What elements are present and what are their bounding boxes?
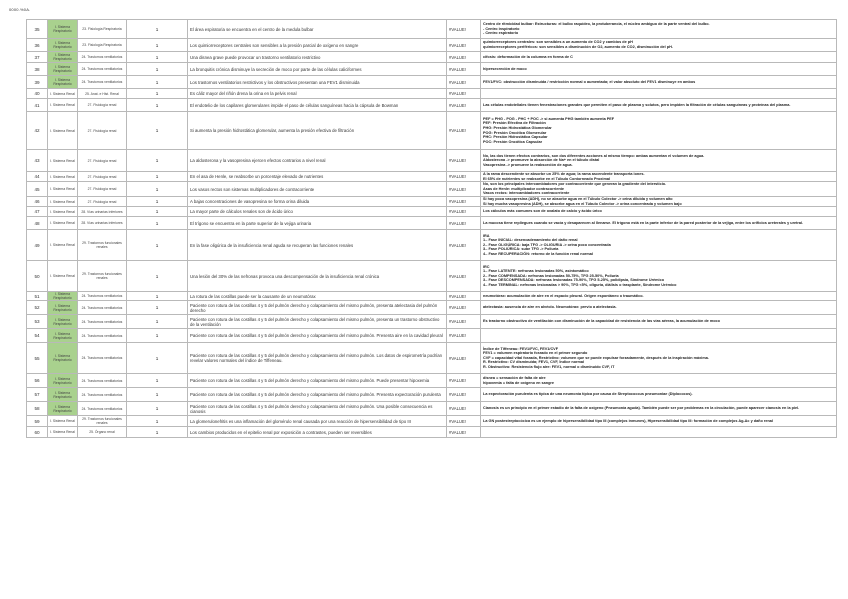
quantity-cell: 1 [127, 196, 188, 206]
answer-cell: neumotórax: acumulación de aire en el espacio pleural. Origen espontáneo o traumático. [481, 292, 837, 301]
system-cell: I. Sistema Respiratorio [48, 402, 78, 416]
quantity-cell: 1 [127, 182, 188, 197]
answer-cell: IRA 1.- Fase INICIAL: desencadenamiento del daño renal 2.- Fase OLIGÚRICA: baja TFG -> OLIGURIA -> orina poco concentrada 3.- Fase POLIÚRICA: sube TFG -> Poliuria 4.- Fase RECUPERACIÓN: retorno de la función renal normal [481, 230, 837, 261]
answer-cell: FEV1/FVC: obstrucción disminuida / restricción normal o aumentada; el valor absoluto del FEV1 disminuye en ambos [481, 76, 837, 89]
table-row [27, 301, 837, 315]
system-cell: I. Sistema Respiratorio [48, 76, 78, 89]
topic-cell: 24. Trastornos ventilatorios [78, 374, 127, 388]
answer-cell: Las células endoteliales tienen fenestraciones grandes que permiten el paso de plasma y solutos, pero impiden la filtración de células sanguíneas y proteínas del plasma. [481, 99, 837, 112]
answer-cell: La mucosa tiene repliegues cuando se vacía y desaparecen al llenarse. El trígono está en la parte inferior de la pared posterior de la vejiga, entre los orificios ureterales y uretral. [481, 217, 837, 230]
row-number: 43 [27, 150, 48, 172]
answer-cell: atelectasia: ausencia de aire en alvéolo. Neumotórax: previo a atelectasia. [481, 301, 837, 315]
quantity-cell: 1 [127, 315, 188, 329]
question-cell: La aldosterona y la vasopresina ejercen efectos contrarios a nivel renal [188, 150, 447, 172]
system-cell: I. Sistema Renal [48, 230, 78, 261]
row-number: 44 [27, 172, 48, 182]
system-cell: I. Sistema Respiratorio [48, 374, 78, 388]
value-cell: #VALUE! [447, 315, 481, 329]
topic-cell: 24. Trastornos ventilatorios [78, 388, 127, 402]
quantity-cell: 1 [127, 343, 188, 374]
row-number: 55 [27, 343, 48, 374]
page-header: 0000.%0A. [9, 7, 31, 12]
table-row [27, 315, 837, 329]
question-cell: La rotura de las costillas puede ser la causante de un neumotórax [188, 292, 447, 301]
row-number: 56 [27, 374, 48, 388]
table-row [27, 63, 837, 76]
answer-cell: hipersecreción de moco [481, 63, 837, 76]
row-number: 52 [27, 301, 48, 315]
row-number: 40 [27, 89, 48, 99]
topic-cell: 24. Trastornos ventilatorios [78, 329, 127, 343]
row-number: 59 [27, 416, 48, 427]
answer-cell: cifosis: deformación de la columna en forma de C [481, 52, 837, 63]
question-cell: Paciente con rotura de las costillas 4 y 5 del pulmón derecho y colapsamiento del mismo pulmón. Puede presentar hipoxemia [188, 374, 447, 388]
system-cell: I. Sistema Renal [48, 172, 78, 182]
quantity-cell: 1 [127, 292, 188, 301]
quantity-cell: 1 [127, 89, 188, 99]
quantity-cell: 1 [127, 39, 188, 52]
value-cell: #VALUE! [447, 230, 481, 261]
system-cell: I. Sistema Renal [48, 182, 78, 197]
table-row [27, 196, 837, 206]
system-cell: I. Sistema Renal [48, 89, 78, 99]
question-cell: El endotelio de los capilares glomerulares impide el paso de células sanguíneas hacia la cápsula de Bowman [188, 99, 447, 112]
topic-cell: 27. Fisiología renal [78, 150, 127, 172]
question-cell: Los quimiorreceptores centrales son sensibles a la presión parcial de oxígeno en sangre [188, 39, 447, 52]
row-number: 47 [27, 207, 48, 217]
questions-table [26, 19, 837, 438]
question-cell: Una disnea grave puede provocar un trastorno ventilatorio restrictivo [188, 52, 447, 63]
row-number: 49 [27, 230, 48, 261]
topic-cell: 24. Trastornos ventilatorios [78, 63, 127, 76]
value-cell: #VALUE! [447, 182, 481, 197]
quantity-cell: 1 [127, 63, 188, 76]
row-number: 45 [27, 182, 48, 197]
table-row [27, 99, 837, 112]
row-number: 39 [27, 76, 48, 89]
quantity-cell: 1 [127, 261, 188, 292]
question-cell: Paciente con rotura de las costillas 4 y 5 del pulmón derecho y colapsamiento del mismo pulmón. Los datos de espirometría podrían revelar valores normales del índice de Tiffeneau. [188, 343, 447, 374]
quantity-cell: 1 [127, 52, 188, 63]
value-cell: #VALUE! [447, 63, 481, 76]
system-cell: I. Sistema Renal [48, 207, 78, 217]
table-row [27, 416, 837, 427]
answer-cell: A la rama descendente se absorbe un 25% de agua; la rama ascendente transporta iones. El 65% de nutrientes se reabsorbe en el Túbulo Contorneado Proximal [481, 172, 837, 182]
table-row [27, 292, 837, 301]
question-cell: La mayor parte de cálculos renales son de ácido úrico [188, 207, 447, 217]
value-cell: #VALUE! [447, 261, 481, 292]
table-row [27, 343, 837, 374]
value-cell: #VALUE! [447, 99, 481, 112]
quantity-cell: 1 [127, 427, 188, 438]
topic-cell: 23. Fisiología Respiratoria [78, 20, 127, 39]
value-cell: #VALUE! [447, 89, 481, 99]
value-cell: #VALUE! [447, 402, 481, 416]
topic-cell: 23. Fisiología Respiratoria [78, 39, 127, 52]
value-cell: #VALUE! [447, 374, 481, 388]
quantity-cell: 1 [127, 416, 188, 427]
value-cell: #VALUE! [447, 172, 481, 182]
table-row [27, 374, 837, 388]
question-cell: Paciente con rotura de las costillas 4 y 5 del pulmón derecho y colapsamiento del mismo pulmón, presenta un trastorno obstructivo de la ventilación [188, 315, 447, 329]
table-row [27, 217, 837, 230]
answer-cell: No, las dos tienen efectos contrarios, son dos diferentes acciones al mismo tiempo: ambas aumentan el volumen de agua. Aldosterona -> promueve la absorción de Na+ en el túbulo distal Vasopresina -> promueve la reabsorción de agua. [481, 150, 837, 172]
topic-cell: 29. Trastornos funcionales renales [78, 416, 127, 427]
value-cell: #VALUE! [447, 292, 481, 301]
row-number: 54 [27, 329, 48, 343]
answer-cell: Si hay poca vasopresina (ADH), no se absorbe agua en el Túbulo Colector -> orina diluida y volumen alto Si hay mucha vasopresina (ADH), se absorbe agua en el Túbulo Colector -> orina concentrada y volumen bajo [481, 196, 837, 206]
table-row [27, 39, 837, 52]
quantity-cell: 1 [127, 217, 188, 230]
table-row [27, 150, 837, 172]
question-cell: La bronquitis crónica disminuye la secreción de moco por parte de las células caliciformes [188, 63, 447, 76]
system-cell: I. Sistema Respiratorio [48, 343, 78, 374]
quantity-cell: 1 [127, 402, 188, 416]
quantity-cell: 1 [127, 99, 188, 112]
table-row [27, 182, 837, 197]
value-cell: #VALUE! [447, 388, 481, 402]
topic-cell: 29. Trastornos funcionales renales [78, 230, 127, 261]
answer-cell: Los cálculos más comunes son de oxalato de calcio y ácido úrico [481, 207, 837, 217]
row-number: 37 [27, 52, 48, 63]
system-cell: I. Sistema Respiratorio [48, 63, 78, 76]
table-row [27, 230, 837, 261]
answer-cell: La GN postestreptocócica es un ejemplo de hipersensibilidad tipo III (complejos inmunes), Hipersensibilidad tipo III: formación de complejos Ag-Ac y daño renal [481, 416, 837, 427]
system-cell: I. Sistema Respiratorio [48, 329, 78, 343]
quantity-cell: 1 [127, 150, 188, 172]
question-cell: Los trastornos ventilatorios restrictivos y los obstructivos presentan una FEV1 disminuida [188, 76, 447, 89]
system-cell: I. Sistema Respiratorio [48, 292, 78, 301]
topic-cell: 24. Trastornos ventilatorios [78, 52, 127, 63]
system-cell: I. Sistema Respiratorio [48, 301, 78, 315]
row-number: 42 [27, 112, 48, 150]
value-cell: #VALUE! [447, 112, 481, 150]
system-cell: I. Sistema Renal [48, 217, 78, 230]
question-cell: La glomerulonefritis es una inflamación del glomérulo renal causada por una reacción de hipersensibilidad de tipo III [188, 416, 447, 427]
system-cell: I. Sistema Renal [48, 112, 78, 150]
question-cell: Es cáliz mayor del riñón drena la orina en la pelvis renal [188, 89, 447, 99]
value-cell: #VALUE! [447, 207, 481, 217]
quantity-cell: 1 [127, 230, 188, 261]
quantity-cell: 1 [127, 76, 188, 89]
table-row [27, 388, 837, 402]
value-cell: #VALUE! [447, 427, 481, 438]
system-cell: I. Sistema Respiratorio [48, 52, 78, 63]
row-number: 41 [27, 99, 48, 112]
topic-cell: 24. Trastornos ventilatorios [78, 292, 127, 301]
answer-cell: La expectoración purulenta es típica de una neumonía típica por causa de Streptococcus pneumoniae (Diplococos). [481, 388, 837, 402]
topic-cell: 28. Vías urinarias inferiores [78, 217, 127, 230]
topic-cell: 24. Trastornos ventilatorios [78, 343, 127, 374]
system-cell: I. Sistema Renal [48, 99, 78, 112]
system-cell: I. Sistema Renal [48, 261, 78, 292]
row-number: 38 [27, 63, 48, 76]
row-number: 57 [27, 388, 48, 402]
answer-cell: Es trastorno obstructivo de ventilación con disminución de la capacidad de resistencia de las vías aéreas, la acumulación de moco [481, 315, 837, 329]
table-row [27, 76, 837, 89]
question-cell: En la fase oligúrica de la insuficiencia renal aguda se recuperan las funciones renales [188, 230, 447, 261]
topic-cell: 28. Vías urinarias inferiores [78, 207, 127, 217]
row-number: 53 [27, 315, 48, 329]
topic-cell: 27. Fisiología renal [78, 112, 127, 150]
value-cell: #VALUE! [447, 76, 481, 89]
question-cell: Paciente con rotura de las costillas 4 y 5 del pulmón derecho y colapsamiento del mismo pulmón. Presenta expectoración purulenta [188, 388, 447, 402]
question-cell: En el asa de Henle, se reabsorbe un porcentaje elevado de nutrientes [188, 172, 447, 182]
answer-cell: quimiorreceptores centrales: son sensibles a un aumento de CO2 y cambios de pH quimiorreceptores periféricos: son sensibles a disminución de O2, aumento de CO2, disminución del pH. [481, 39, 837, 52]
topic-cell: 27. Fisiología renal [78, 99, 127, 112]
value-cell: #VALUE! [447, 217, 481, 230]
answer-cell [481, 427, 837, 438]
value-cell: #VALUE! [447, 52, 481, 63]
question-cell: Paciente con rotura de las costillas 4 y 5 del pulmón derecho y colapsamiento del mismo pulmón. Una posible consecuencia es cianosis [188, 402, 447, 416]
answer-cell: Cianosis es un principio en el primer estadio de la falta de oxígeno (Pneumonía aguda). También puede ser por problemas en la circulación, puede aparecer cianosis en la piel. [481, 402, 837, 416]
quantity-cell: 1 [127, 20, 188, 39]
quantity-cell: 1 [127, 112, 188, 150]
topic-cell: 27. Fisiología renal [78, 182, 127, 197]
topic-cell: 24. Trastornos ventilatorios [78, 315, 127, 329]
row-number: 51 [27, 292, 48, 301]
value-cell: #VALUE! [447, 329, 481, 343]
topic-cell: 24. Trastornos ventilatorios [78, 76, 127, 89]
answer-cell [481, 89, 837, 99]
system-cell: I. Sistema Respiratorio [48, 315, 78, 329]
question-cell: El trígono se encuentra en la parte superior de la vejiga urinaria [188, 217, 447, 230]
value-cell: #VALUE! [447, 150, 481, 172]
answer-cell: Centro de ritmicidad bulbar: Estructuras: el bulbo raquídeo, la protuberancia, el núcleo ambiguo de la parte ventral del bulbo. - Centro inspiratorio - Centro espiratorio [481, 20, 837, 39]
topic-cell: 24. Trastornos ventilatorios [78, 301, 127, 315]
topic-cell: 27. Fisiología renal [78, 172, 127, 182]
question-cell: Si aumenta la presión hidrostática glomerular, aumenta la presión efectiva de filtración [188, 112, 447, 150]
quantity-cell: 1 [127, 388, 188, 402]
system-cell: I. Sistema Renal [48, 416, 78, 427]
answer-cell: No, son los principales intercambiadores por contracorriente que generan la gradiente del intersticio. Asas de Henle: multiplicador contracorriente Vasos rectos: intercambiadores contracorriente [481, 182, 837, 197]
table-row [27, 261, 837, 292]
system-cell: I. Sistema Respiratorio [48, 39, 78, 52]
row-number: 48 [27, 217, 48, 230]
answer-cell [481, 329, 837, 343]
question-cell: El área espiratoria se encuentra en el centro de la medula bulbar [188, 20, 447, 39]
answer-cell: IRC 1.- Fase LATENTE: nefronas lesionadas 50%, asintomático 2.- Fase COMPENSADA: nefronas lesionadas 50-75%, TFG 25-50%, Poliuria 3.- Fase DESCOMPENSADA: nefronas lesionadas 75-90%, TFG 5-25%, polidipsia, Síndrome Urémico 4.- Fase TERMINAL: nefronas lesionadas > 90%, TFG <5%, oliguria, diálisis o trasplante, Síndrome Urémico [481, 261, 837, 292]
topic-cell: 27. Fisiología renal [78, 196, 127, 206]
table-row [27, 112, 837, 150]
table-row [27, 402, 837, 416]
quantity-cell: 1 [127, 172, 188, 182]
system-cell: I. Sistema Renal [48, 150, 78, 172]
system-cell: I. Sistema Respiratorio [48, 388, 78, 402]
quantity-cell: 1 [127, 329, 188, 343]
system-cell: I. Sistema Renal [48, 427, 78, 438]
topic-cell: 25. Órgano renal [78, 427, 127, 438]
question-cell: A bajas concentraciones de vasopresina se forma orina diluida [188, 196, 447, 206]
row-number: 50 [27, 261, 48, 292]
value-cell: #VALUE! [447, 301, 481, 315]
question-cell: Los cambios producidos en el epitelio renal por exposición a contrastes, pueden ser reversibles [188, 427, 447, 438]
row-number: 36 [27, 39, 48, 52]
row-number: 46 [27, 196, 48, 206]
table-row [27, 172, 837, 182]
table-row [27, 427, 837, 438]
system-cell: I. Sistema Renal [48, 196, 78, 206]
question-cell: Paciente con rotura de las costillas 4 y 5 del pulmón derecho y colapsamiento del mismo pulmón. Presenta aire en la cavidad pleural [188, 329, 447, 343]
topic-cell: 25. Anat. e Hist. Renal [78, 89, 127, 99]
question-cell: Una lesión del 30% de las nefronas provoca una descompensación de la insuficiencia renal crónica [188, 261, 447, 292]
row-number: 60 [27, 427, 48, 438]
row-number: 58 [27, 402, 48, 416]
answer-cell: Índice de Tiffeneau: FEV1/FVC, FEV1/CVF FEV1 = volumen espiratorio forzado en el primer segundo CVF = capacidad vital forzada, Restrictivo: volumen que se puede expulsar forzadamente, después de la inspiración máxima. R. Restrictivo: CV disminuida; FEV1, CVF, Índice normal R. Obstructivo: Resistencia flujo aire: FEV1, normal o disminuido CVF, IT [481, 343, 837, 374]
topic-cell: 24. Trastornos ventilatorios [78, 402, 127, 416]
topic-cell: 29. Trastornos funcionales renales [78, 261, 127, 292]
quantity-cell: 1 [127, 207, 188, 217]
question-cell: Paciente con rotura de las costillas 4 y 5 del pulmón derecho y colapsamiento del mismo pulmón, presenta atelectasia del pulmón derecho [188, 301, 447, 315]
system-cell: I. Sistema Respiratorio [48, 20, 78, 39]
table-row [27, 20, 837, 39]
quantity-cell: 1 [127, 301, 188, 315]
table-row [27, 89, 837, 99]
question-cell: Los vasos rectos son sistemas multiplicadores de contracorriente [188, 182, 447, 197]
quantity-cell: 1 [127, 374, 188, 388]
table-row [27, 329, 837, 343]
value-cell: #VALUE! [447, 20, 481, 39]
value-cell: #VALUE! [447, 39, 481, 52]
table-row [27, 207, 837, 217]
value-cell: #VALUE! [447, 416, 481, 427]
answer-cell: PEF = PHG - POG - PHC + POC -> si aumenta PHG también aumenta PEF PEF: Presión Efectiva de Filtración PHG: Presión Hidrostática Glomerular POG: Presión Oncótica Glomerular PHC: Presión Hidrostática Capsular POC: Presión Oncótica Capsular [481, 112, 837, 150]
value-cell: #VALUE! [447, 343, 481, 374]
answer-cell: disnea = sensación de falta de aire hipoxemia = falta de oxígeno en sangre [481, 374, 837, 388]
table-row [27, 52, 837, 63]
value-cell: #VALUE! [447, 196, 481, 206]
row-number: 35 [27, 20, 48, 39]
